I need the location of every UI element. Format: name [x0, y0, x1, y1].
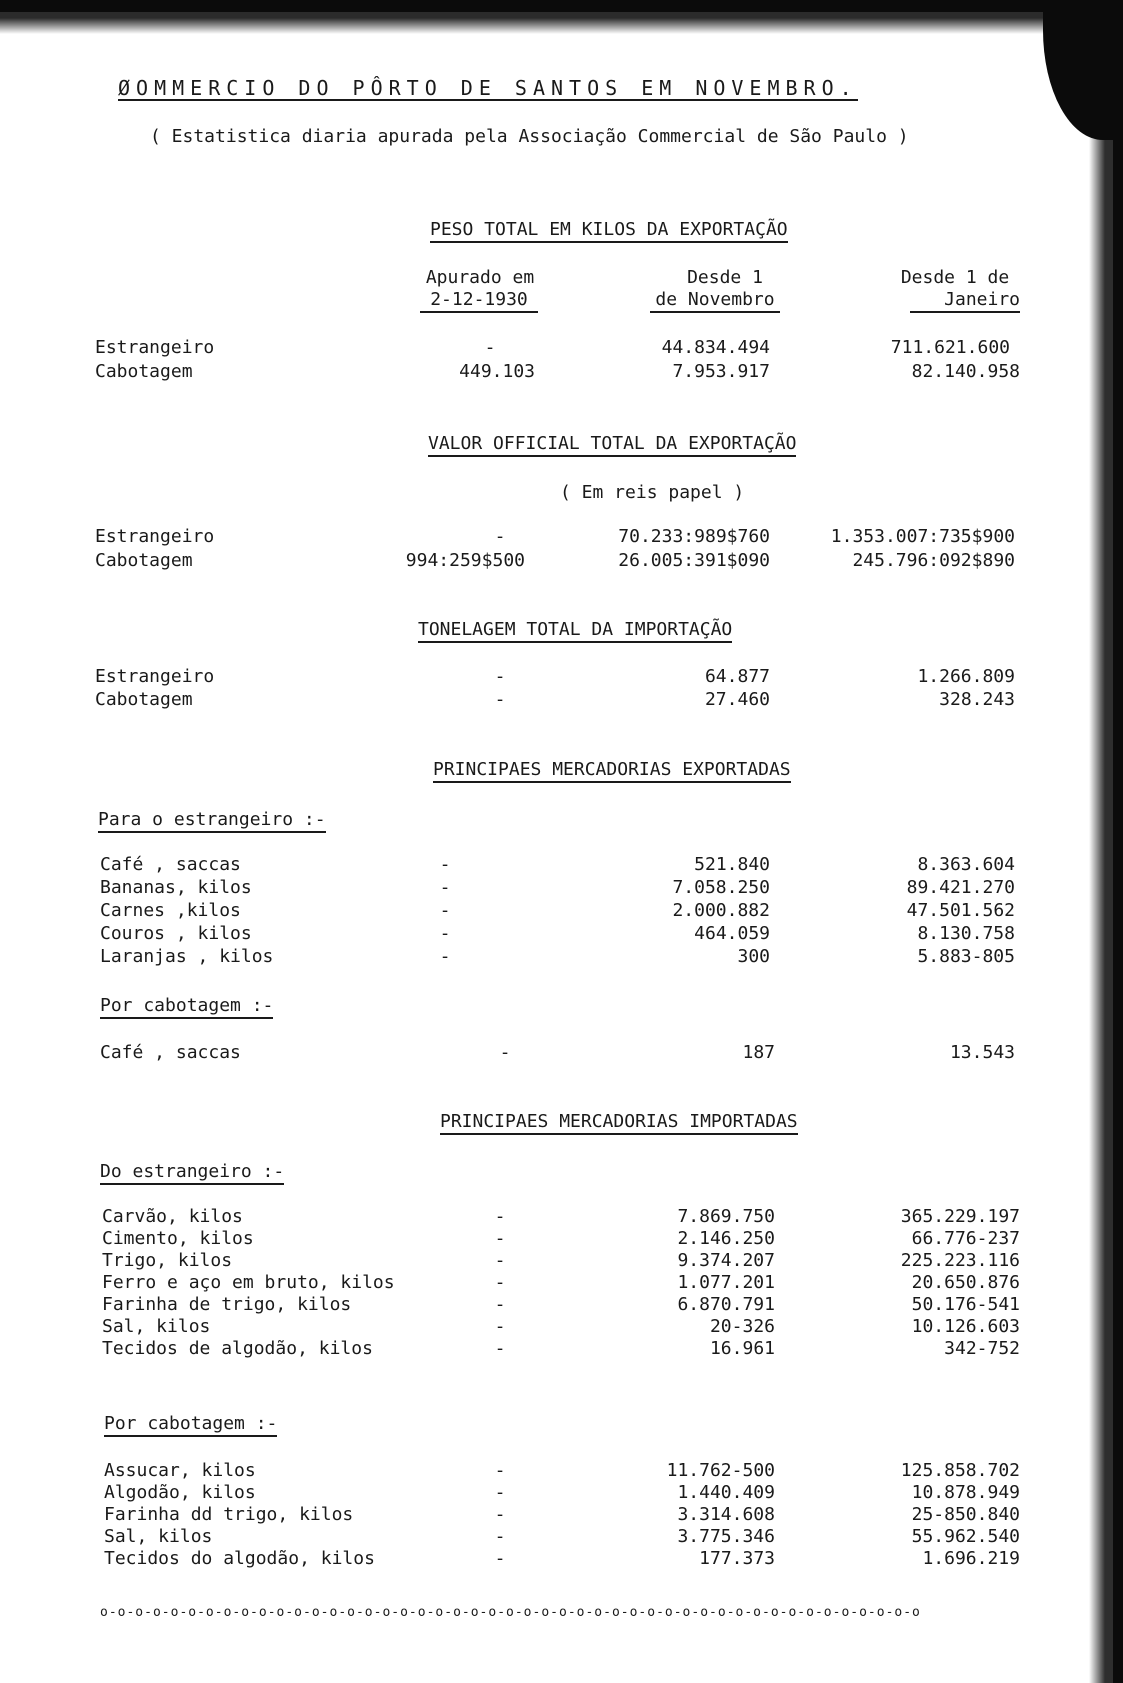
- cell: 7.953.917: [672, 361, 770, 382]
- cell: 64.877: [704, 666, 770, 687]
- row-label: Trigo, kilos: [102, 1250, 233, 1271]
- cell: 449.103: [459, 361, 535, 382]
- row-label: Carvão, kilos: [102, 1206, 243, 1227]
- cell: -: [494, 1548, 506, 1569]
- section-heading: PESO TOTAL EM KILOS DA EXPORTAÇÃO: [430, 220, 788, 243]
- cell: -: [499, 1042, 511, 1063]
- cell: -: [494, 1206, 506, 1227]
- page-title: ØOMMERCIO DO PÔRTO DE SANTOS EM NOVEMBRO.: [118, 76, 858, 100]
- row-label: Farinha dd trigo, kilos: [104, 1504, 354, 1525]
- cell: 1.440.409: [677, 1482, 775, 1503]
- cell: -: [439, 877, 451, 898]
- footer-rule: o-o-o-o-o-o-o-o-o-o-o-o-o-o-o-o-o-o-o-o-o-o-o-o-o-o-o-o-o-o-o-o-o-o-o-o-o-o-o-o-o-o-o-o-o-o-o: [100, 1605, 921, 1620]
- cell: 994:259$500: [405, 550, 525, 571]
- cell: -: [494, 1250, 506, 1271]
- cell: 245.796:092$890: [852, 550, 1015, 571]
- cell: 342-752: [944, 1338, 1020, 1359]
- cell: -: [494, 1460, 506, 1481]
- cell: 521.840: [694, 854, 770, 875]
- page-subtitle: ( Estatistica diaria apurada pela Associação Commercial de São Paulo ): [150, 126, 909, 147]
- cell: -: [494, 1228, 506, 1249]
- row-label: Algodão, kilos: [104, 1482, 256, 1503]
- cell: 25-850.840: [911, 1504, 1020, 1525]
- cell: -: [494, 1482, 506, 1503]
- row-label: Bananas, kilos: [100, 877, 252, 898]
- scan-corner: [1043, 0, 1123, 140]
- col-header: Apurado em: [425, 267, 535, 288]
- cell: 6.870.791: [677, 1294, 775, 1315]
- cell: 1.266.809: [917, 666, 1015, 687]
- cell: 20.650.876: [911, 1272, 1020, 1293]
- cell: 328.243: [939, 689, 1015, 710]
- row-label: Tecidos de algodão, kilos: [102, 1338, 373, 1359]
- cell: -: [494, 1272, 506, 1293]
- cell: 50.176-541: [911, 1294, 1020, 1315]
- row-label: Assucar, kilos: [104, 1460, 256, 1481]
- cell: 300: [737, 946, 770, 967]
- cell: 13.543: [949, 1042, 1015, 1063]
- cell: 11.762-500: [666, 1460, 775, 1481]
- col-header: Desde 1: [687, 267, 763, 288]
- cell: 3.314.608: [677, 1504, 775, 1525]
- cell: -: [494, 1316, 506, 1337]
- cell: 16.961: [709, 1338, 775, 1359]
- cell: 10.126.603: [911, 1316, 1020, 1337]
- row-label: Café , saccas: [100, 1042, 241, 1063]
- cell: -: [494, 1526, 506, 1547]
- section-heading: TONELAGEM TOTAL DA IMPORTAÇÃO: [418, 620, 732, 643]
- cell: 3.775.346: [677, 1526, 775, 1547]
- row-label: Ferro e aço em bruto, kilos: [102, 1272, 395, 1293]
- row-label: Cimento, kilos: [102, 1228, 254, 1249]
- cell: 7.869.750: [677, 1206, 775, 1227]
- cell: 5.883-805: [917, 946, 1015, 967]
- cell: 7.058.250: [672, 877, 770, 898]
- row-label: Farinha de trigo, kilos: [102, 1294, 352, 1315]
- cell: 464.059: [694, 923, 770, 944]
- cell: 9.374.207: [677, 1250, 775, 1271]
- col-header: Janeiro: [910, 290, 1020, 313]
- cell: 89.421.270: [906, 877, 1015, 898]
- cell: 55.962.540: [911, 1526, 1020, 1547]
- cell: -: [439, 946, 451, 967]
- group-label: Por cabotagem :-: [100, 996, 273, 1019]
- cell: 225.223.116: [900, 1250, 1020, 1271]
- row-label: Couros , kilos: [100, 923, 252, 944]
- cell: 8.363.604: [917, 854, 1015, 875]
- cell: -: [494, 1504, 506, 1525]
- row-label: Sal, kilos: [104, 1526, 213, 1547]
- cell: 711.621.600: [890, 337, 1010, 358]
- cell: 2.000.882: [672, 900, 770, 921]
- cell: 2.146.250: [677, 1228, 775, 1249]
- row-label: Café , saccas: [100, 854, 241, 875]
- cell: 365.229.197: [900, 1206, 1020, 1227]
- cell: 187: [742, 1042, 775, 1063]
- cell: -: [494, 1338, 506, 1359]
- cell: -: [439, 854, 451, 875]
- cell: 8.130.758: [917, 923, 1015, 944]
- row-label: Carnes ,kilos: [100, 900, 241, 921]
- cell: 177.373: [699, 1548, 775, 1569]
- section-heading: PRINCIPAES MERCADORIAS EXPORTADAS: [433, 760, 791, 783]
- cell: 44.834.494: [661, 337, 770, 358]
- cell: 1.696.219: [922, 1548, 1020, 1569]
- col-header: Desde 1 de: [900, 267, 1010, 288]
- row-label: Tecidos do algodão, kilos: [104, 1548, 375, 1569]
- cell: 70.233:989$760: [618, 526, 770, 547]
- group-label: Por cabotagem :-: [104, 1414, 277, 1437]
- cell: 47.501.562: [906, 900, 1015, 921]
- cell: 1.353.007:735$900: [830, 526, 1015, 547]
- row-label: Estrangeiro: [95, 337, 215, 358]
- cell: -: [439, 900, 451, 921]
- cell: 82.140.958: [911, 361, 1020, 382]
- cell: 10.878.949: [911, 1482, 1020, 1503]
- cell: 1.077.201: [677, 1272, 775, 1293]
- cell: -: [494, 689, 506, 710]
- cell: 20-326: [709, 1316, 775, 1337]
- cell: -: [494, 666, 506, 687]
- row-label: Cabotagem: [95, 550, 193, 571]
- group-label: Para o estrangeiro :-: [98, 810, 326, 833]
- cell: 66.776-237: [911, 1228, 1020, 1249]
- row-label: Cabotagem: [95, 361, 193, 382]
- cell: -: [494, 526, 506, 547]
- col-header: de Novembro: [650, 290, 780, 313]
- row-label: Estrangeiro: [95, 526, 215, 547]
- row-label: Cabotagem: [95, 689, 193, 710]
- cell: 26.005:391$090: [618, 550, 770, 571]
- cell: -: [484, 337, 496, 358]
- row-label: Sal, kilos: [102, 1316, 211, 1337]
- cell: 27.460: [704, 689, 770, 710]
- section-heading: VALOR OFFICIAL TOTAL DA EXPORTAÇÃO: [428, 434, 796, 457]
- row-label: Laranjas , kilos: [100, 946, 274, 967]
- col-header: 2-12-1930: [420, 290, 538, 313]
- group-label: Do estrangeiro :-: [100, 1162, 284, 1185]
- cell: 125.858.702: [900, 1460, 1020, 1481]
- section-subheading: ( Em reis papel ): [560, 482, 745, 503]
- scan-edge-top: [0, 0, 1123, 34]
- cell: -: [494, 1294, 506, 1315]
- section-heading: PRINCIPAES MERCADORIAS IMPORTADAS: [440, 1112, 798, 1135]
- scan-edge-right: [1089, 0, 1123, 1683]
- row-label: Estrangeiro: [95, 666, 215, 687]
- cell: -: [439, 923, 451, 944]
